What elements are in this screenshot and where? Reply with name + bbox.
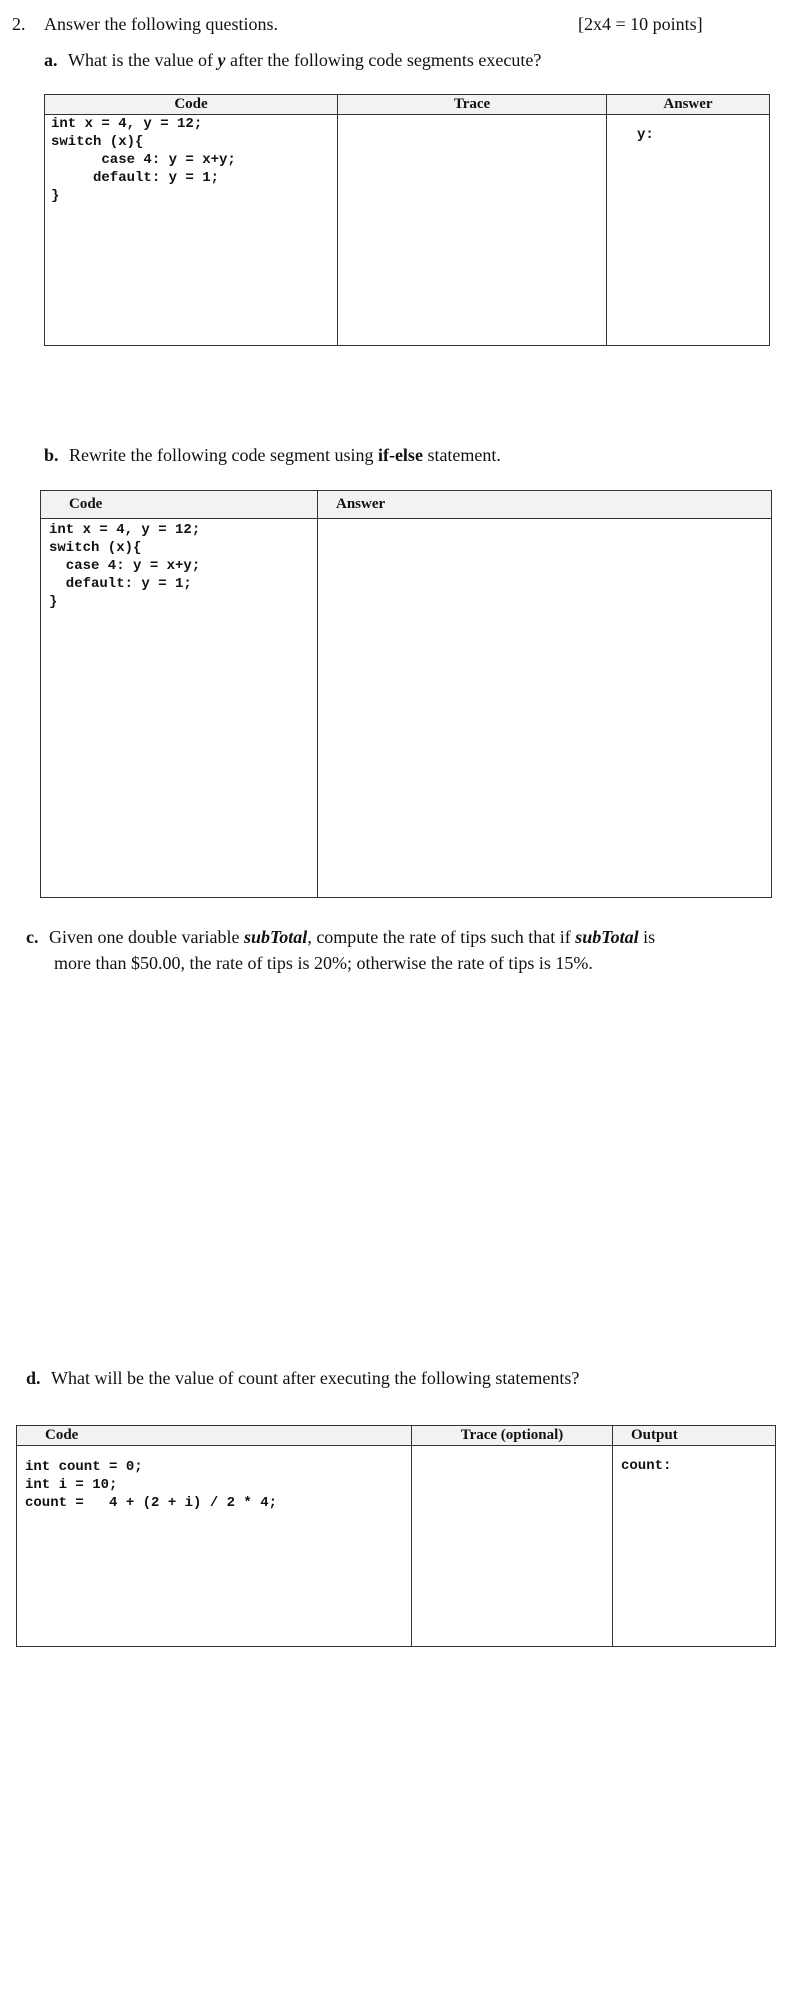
- part-d-code-cell: [17, 1446, 412, 1647]
- part-d-header-code: Code: [17, 1426, 412, 1446]
- part-a-prompt: [44, 50, 541, 71]
- part-d-output-label: count:: [621, 1458, 672, 1474]
- part-b-code-cell: [41, 519, 318, 898]
- part-a-text-after: after the following code segments execute?: [225, 50, 542, 70]
- part-a-code-cell: [45, 115, 338, 346]
- part-b-keyword: if-else: [377, 445, 423, 465]
- part-c-text1: Given one double variable: [49, 927, 244, 947]
- part-b-header-code: Code: [41, 491, 318, 519]
- part-b-prompt: [44, 445, 501, 466]
- part-d-letter: d.: [26, 1368, 41, 1388]
- part-d-prompt: [26, 1368, 579, 1389]
- part-b-table: [40, 490, 772, 898]
- part-c-line2: more than $50.00, the rate of tips is 20%; otherwise the rate of tips is 15%.: [54, 953, 593, 973]
- part-a-answer-label: y:: [637, 127, 654, 143]
- part-b-code: int x = 4, y = 12; switch (x){ case 4: y = x+y; default: y = 1; }: [49, 522, 201, 610]
- part-a-var: y: [217, 50, 226, 70]
- part-a-code: int x = 4, y = 12; switch (x){ case 4: y = x+y; default: y = 1; }: [51, 116, 236, 204]
- question-title: Answer the following questions.: [44, 14, 278, 34]
- question-number: 2.: [12, 14, 26, 34]
- part-b-text-after: statement.: [422, 445, 501, 465]
- part-a-header-trace: Trace: [338, 95, 607, 115]
- part-c-prompt: [26, 924, 655, 976]
- part-d-text: What will be the value of count after executing the following statements?: [51, 1368, 580, 1388]
- part-d-header-trace: Trace (optional): [412, 1426, 613, 1446]
- part-d-table: [16, 1425, 776, 1647]
- part-a-header-answer: Answer: [607, 95, 770, 115]
- part-a-text-before: What is the value of: [68, 50, 218, 70]
- part-a-letter: a.: [44, 50, 58, 70]
- part-a-answer-cell[interactable]: [607, 115, 770, 346]
- part-b-answer-cell[interactable]: [318, 519, 772, 898]
- part-b-text-before: Rewrite the following code segment using: [69, 445, 378, 465]
- part-b-letter: b.: [44, 445, 59, 465]
- part-d-header-output: Output: [613, 1426, 776, 1446]
- part-a-table: [44, 94, 770, 346]
- part-d-trace-cell[interactable]: [412, 1446, 613, 1647]
- part-c-text2: , compute the rate of tips such that if: [307, 927, 576, 947]
- part-c-var1: subTotal: [243, 927, 308, 947]
- part-d-code: int count = 0; int i = 10; count = 4 + (2 + i) / 2 * 4;: [25, 1459, 278, 1511]
- part-a-header-code: Code: [45, 95, 338, 115]
- part-c-text3: is: [638, 927, 656, 947]
- part-a-trace-cell[interactable]: [338, 115, 607, 346]
- part-b-header-answer: Answer: [318, 491, 772, 519]
- part-d-output-cell[interactable]: [613, 1446, 776, 1647]
- part-c-letter: c.: [26, 927, 39, 947]
- part-c-var2: subTotal: [575, 927, 639, 947]
- points-label: [2x4 = 10 points]: [578, 14, 703, 34]
